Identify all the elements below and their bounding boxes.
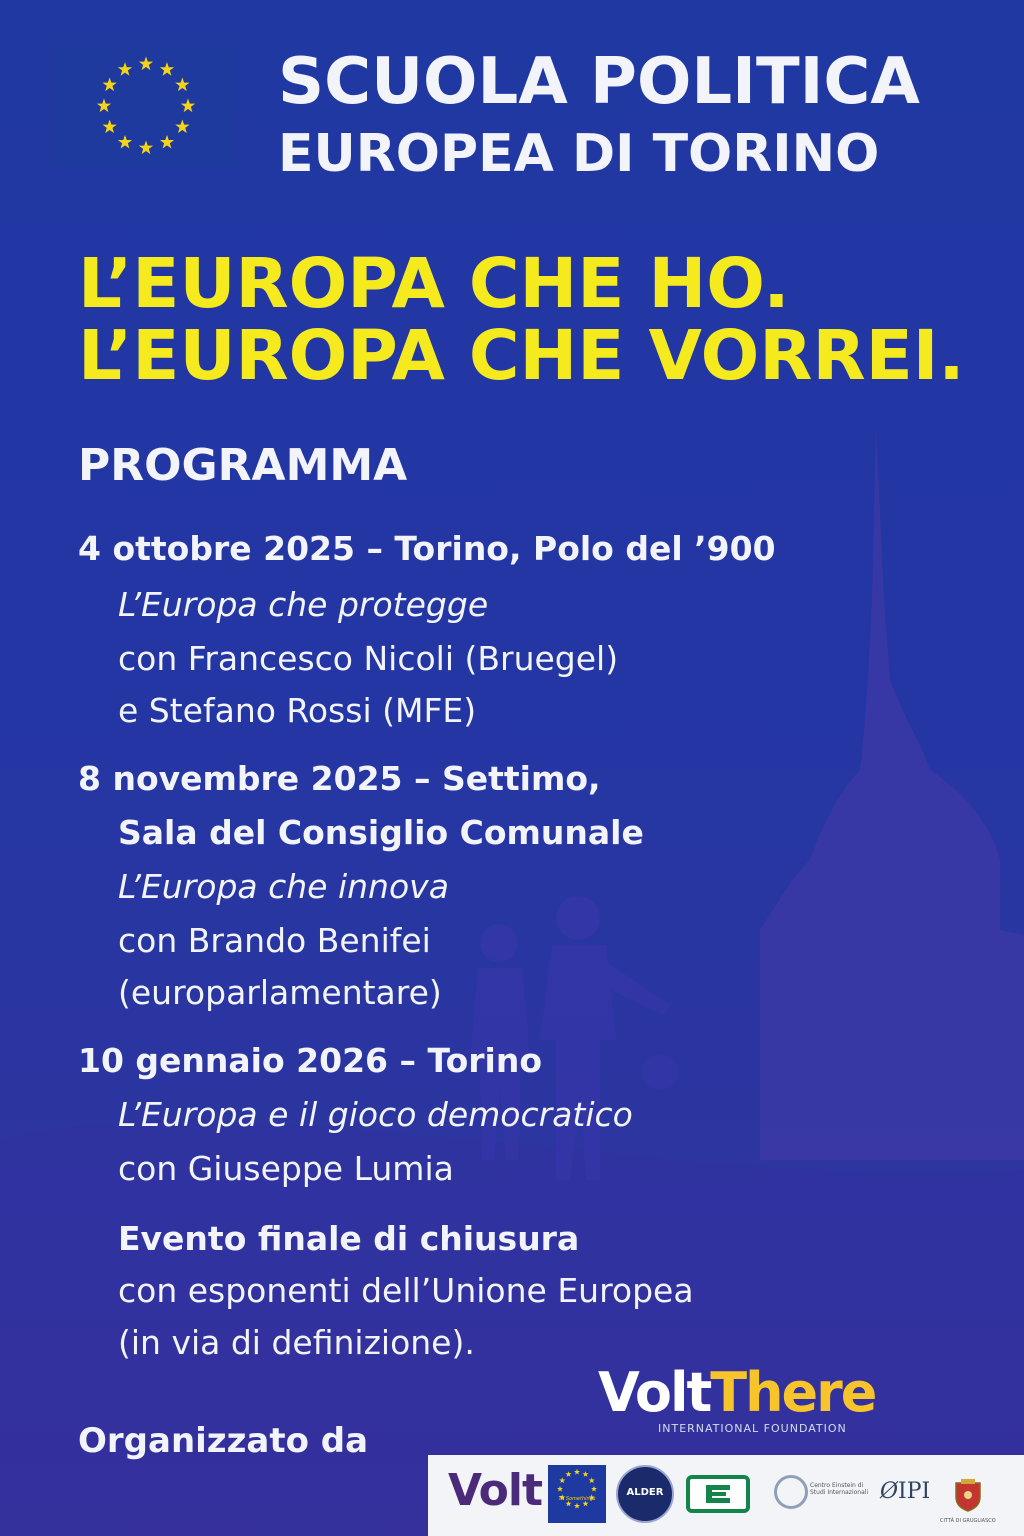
e-green-logo [686,1475,750,1513]
eu-star-icon [574,1469,580,1475]
event1-date: 4 ottobre 2025 – Torino, Polo del ’900 [78,529,776,568]
event1-speaker1: con Francesco Nicoli (Bruegel) [118,639,619,678]
partner-logos-strip [428,1455,1024,1536]
eu-star-icon [565,1471,571,1477]
cesi-logo-icon [774,1475,808,1509]
event1-speaker2: e Stefano Rossi (MFE) [118,691,477,730]
ipi-logo [880,1481,930,1503]
event2-speaker2: (europarlamentare) [118,973,442,1012]
eu-star-icon [557,1486,563,1492]
final-event-line2: (in via di definizione). [118,1323,475,1362]
volt-logo: Volt [448,1465,542,1516]
grugliasco-logo-text: CITTÀ DI GRUGLIASCO [940,1518,996,1524]
eu-star-icon [589,1477,595,1483]
cesi-logo-text: Centro Einstein di Studi Internazionali [810,1482,869,1496]
eu-stars-logo [548,1465,606,1523]
event2-venue: Sala del Consiglio Comunale [118,813,644,852]
event1-title: L’Europa che protegge [118,585,489,624]
event2-title: L’Europa che innova [118,867,449,906]
voltthere-logo-part1: Volt [598,1361,711,1424]
event2-speaker1: con Brando Benifei [118,921,431,960]
headline-line2: L’EUROPA CHE VORREI. [78,316,965,396]
eu-star-icon [559,1477,565,1483]
eu-star-icon [582,1471,588,1477]
children-silhouette [470,896,678,1180]
final-event-line1: con esponenti dell’Unione Europea [118,1271,694,1310]
alder-logo [616,1465,674,1523]
eu-star-icon [574,1503,580,1509]
headline-line1: L’EUROPA CHE HO. [78,244,790,324]
event3-date: 10 gennaio 2026 – Torino [78,1041,543,1080]
voltthere-logo-part2: There [710,1361,876,1424]
event2-date: 8 novembre 2025 – Settimo, [78,759,601,798]
organizer-label: Organizzato da [78,1421,369,1461]
programma-title: PROGRAMMA [78,440,408,491]
mole-antonelliana-silhouette [760,428,1024,1160]
ipi-logo-text: IPI [898,1479,931,1504]
school-title-line1: SCUOLA POLITICA [278,45,920,119]
eu-star-icon [591,1486,597,1492]
final-event-title: Evento finale di chiusura [118,1219,580,1258]
event3-speaker1: con Giuseppe Lumia [118,1149,454,1188]
voltthere-logo [598,1361,876,1424]
eu-flag [54,44,238,168]
eu-stars-logo-text: Tu Somethings [558,1496,596,1502]
event3-title: L’Europa e il gioco democratico [118,1095,633,1134]
school-title-line2: EUROPEA DI TORINO [278,124,880,184]
ipi-logo-mark: Ø [880,1479,899,1504]
voltthere-subtitle: INTERNATIONAL FOUNDATION [658,1422,847,1435]
grugliasco-coat-of-arms-icon [952,1479,984,1513]
alder-logo-text: ALDER [626,1487,664,1498]
